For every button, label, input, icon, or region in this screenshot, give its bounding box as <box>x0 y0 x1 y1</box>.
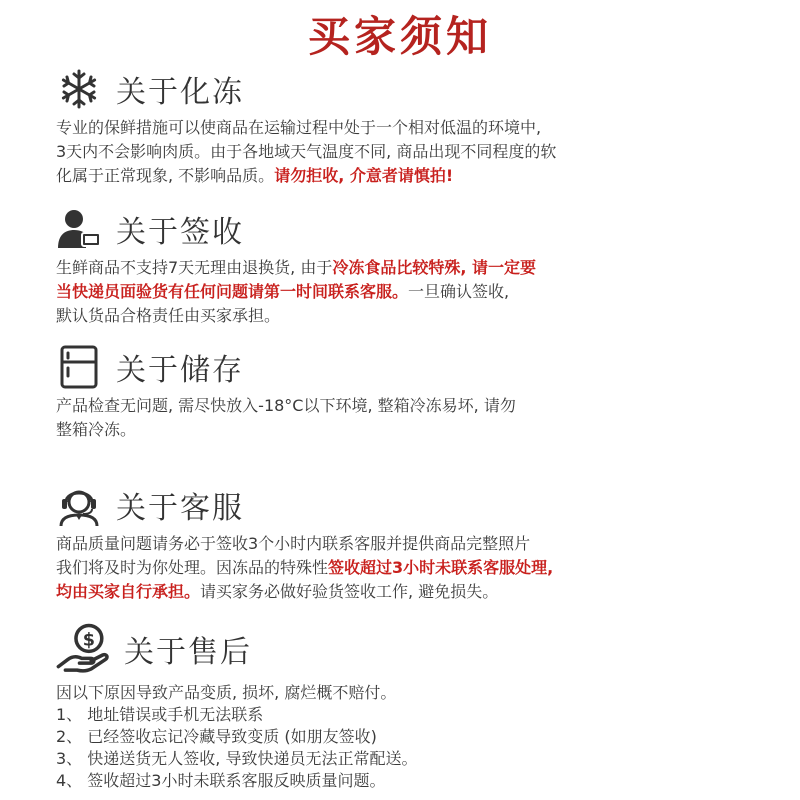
section-aftersale-title: 关于售后 <box>124 635 252 670</box>
page-title: 买家须知 <box>307 12 492 61</box>
section-receipt-body <box>56 256 756 328</box>
service-line-3 <box>56 580 756 604</box>
receipt-warning-1: 冷冻食品比较特殊, 请一定要 <box>332 258 537 277</box>
service-line-2-text: 我们将及时为你处理。因冻品的特殊性 <box>56 558 329 577</box>
section-service-body <box>56 532 756 604</box>
receipt-line-1-text: 生鲜商品不支持7天无理由退换货, 由于 <box>56 258 333 277</box>
snowflake-icon <box>56 66 102 112</box>
service-line-1: 商品质量问题请务必于签收3个小时内联系客服并提供商品完整照片 <box>56 534 531 553</box>
section-aftersale <box>56 620 756 792</box>
section-thaw-title: 关于化冻 <box>116 75 244 110</box>
section-thaw-heading <box>56 64 756 114</box>
section-receipt-heading <box>56 204 756 254</box>
section-service-title: 关于客服 <box>116 491 244 526</box>
list-item: 1、 地址错误或手机无法联系 <box>56 705 264 724</box>
list-item: 3、 快递送货无人签收, 导致快递员无法正常配送。 <box>56 749 418 768</box>
section-storage-title: 关于储存 <box>116 353 244 388</box>
storage-line-1: 产品检查无问题, 需尽快放入-18°C以下环境, 整箱冷冻易坏, 请勿 <box>56 396 516 415</box>
section-aftersale-body <box>56 682 756 792</box>
receipt-line-2-text: 一旦确认签收, <box>408 282 510 301</box>
section-thaw <box>56 64 756 188</box>
list-item: 2、 已经签收忘记冷藏导致变质 (如朋友签收) <box>56 727 377 746</box>
service-line-2 <box>56 556 756 580</box>
storage-line-2: 整箱冷冻。 <box>56 420 137 439</box>
section-storage-heading <box>56 342 756 392</box>
thaw-line-2: 3天内不会影响肉质。由于各地域天气温度不同, 商品出现不同程度的软 <box>56 142 557 161</box>
service-warning-1: 签收超过3小时未联系客服处理, <box>328 558 554 577</box>
section-service-heading <box>56 480 756 530</box>
user-laptop-icon <box>56 206 102 252</box>
money-hand-icon <box>56 622 110 676</box>
section-thaw-body <box>56 116 756 188</box>
fridge-icon <box>56 344 102 390</box>
thaw-warning: 请勿拒收, 介意者请慎拍! <box>274 166 454 185</box>
thaw-line-3-text: 化属于正常现象, 不影响品质。 <box>56 166 275 185</box>
section-storage-body <box>56 394 756 442</box>
receipt-line-2 <box>56 280 756 304</box>
aftersale-intro: 因以下原因导致产品变质, 损坏, 腐烂概不赔付。 <box>56 683 397 702</box>
customer-service-icon <box>56 482 102 528</box>
service-line-3-text: 请买家务必做好验货签收工作, 避免损失。 <box>200 582 499 601</box>
section-receipt <box>56 204 756 328</box>
thaw-line-1: 专业的保鲜措施可以使商品在运输过程中处于一个相对低温的环境中, <box>56 118 542 137</box>
receipt-line-3: 默认货品合格责任由买家承担。 <box>56 306 281 325</box>
section-service <box>56 480 756 604</box>
service-warning-2: 均由买家自行承担。 <box>56 582 201 601</box>
receipt-line-1 <box>56 256 756 280</box>
section-receipt-title: 关于签收 <box>116 215 244 250</box>
list-item: 4、 签收超过3小时未联系客服反映质量问题。 <box>56 771 386 790</box>
svg-text:$: $ <box>82 630 95 651</box>
section-storage <box>56 342 756 442</box>
thaw-line-3 <box>56 164 756 188</box>
receipt-warning-2: 当快递员面验货有任何问题请第一时间联系客服。 <box>56 282 409 301</box>
section-aftersale-heading <box>56 620 756 678</box>
